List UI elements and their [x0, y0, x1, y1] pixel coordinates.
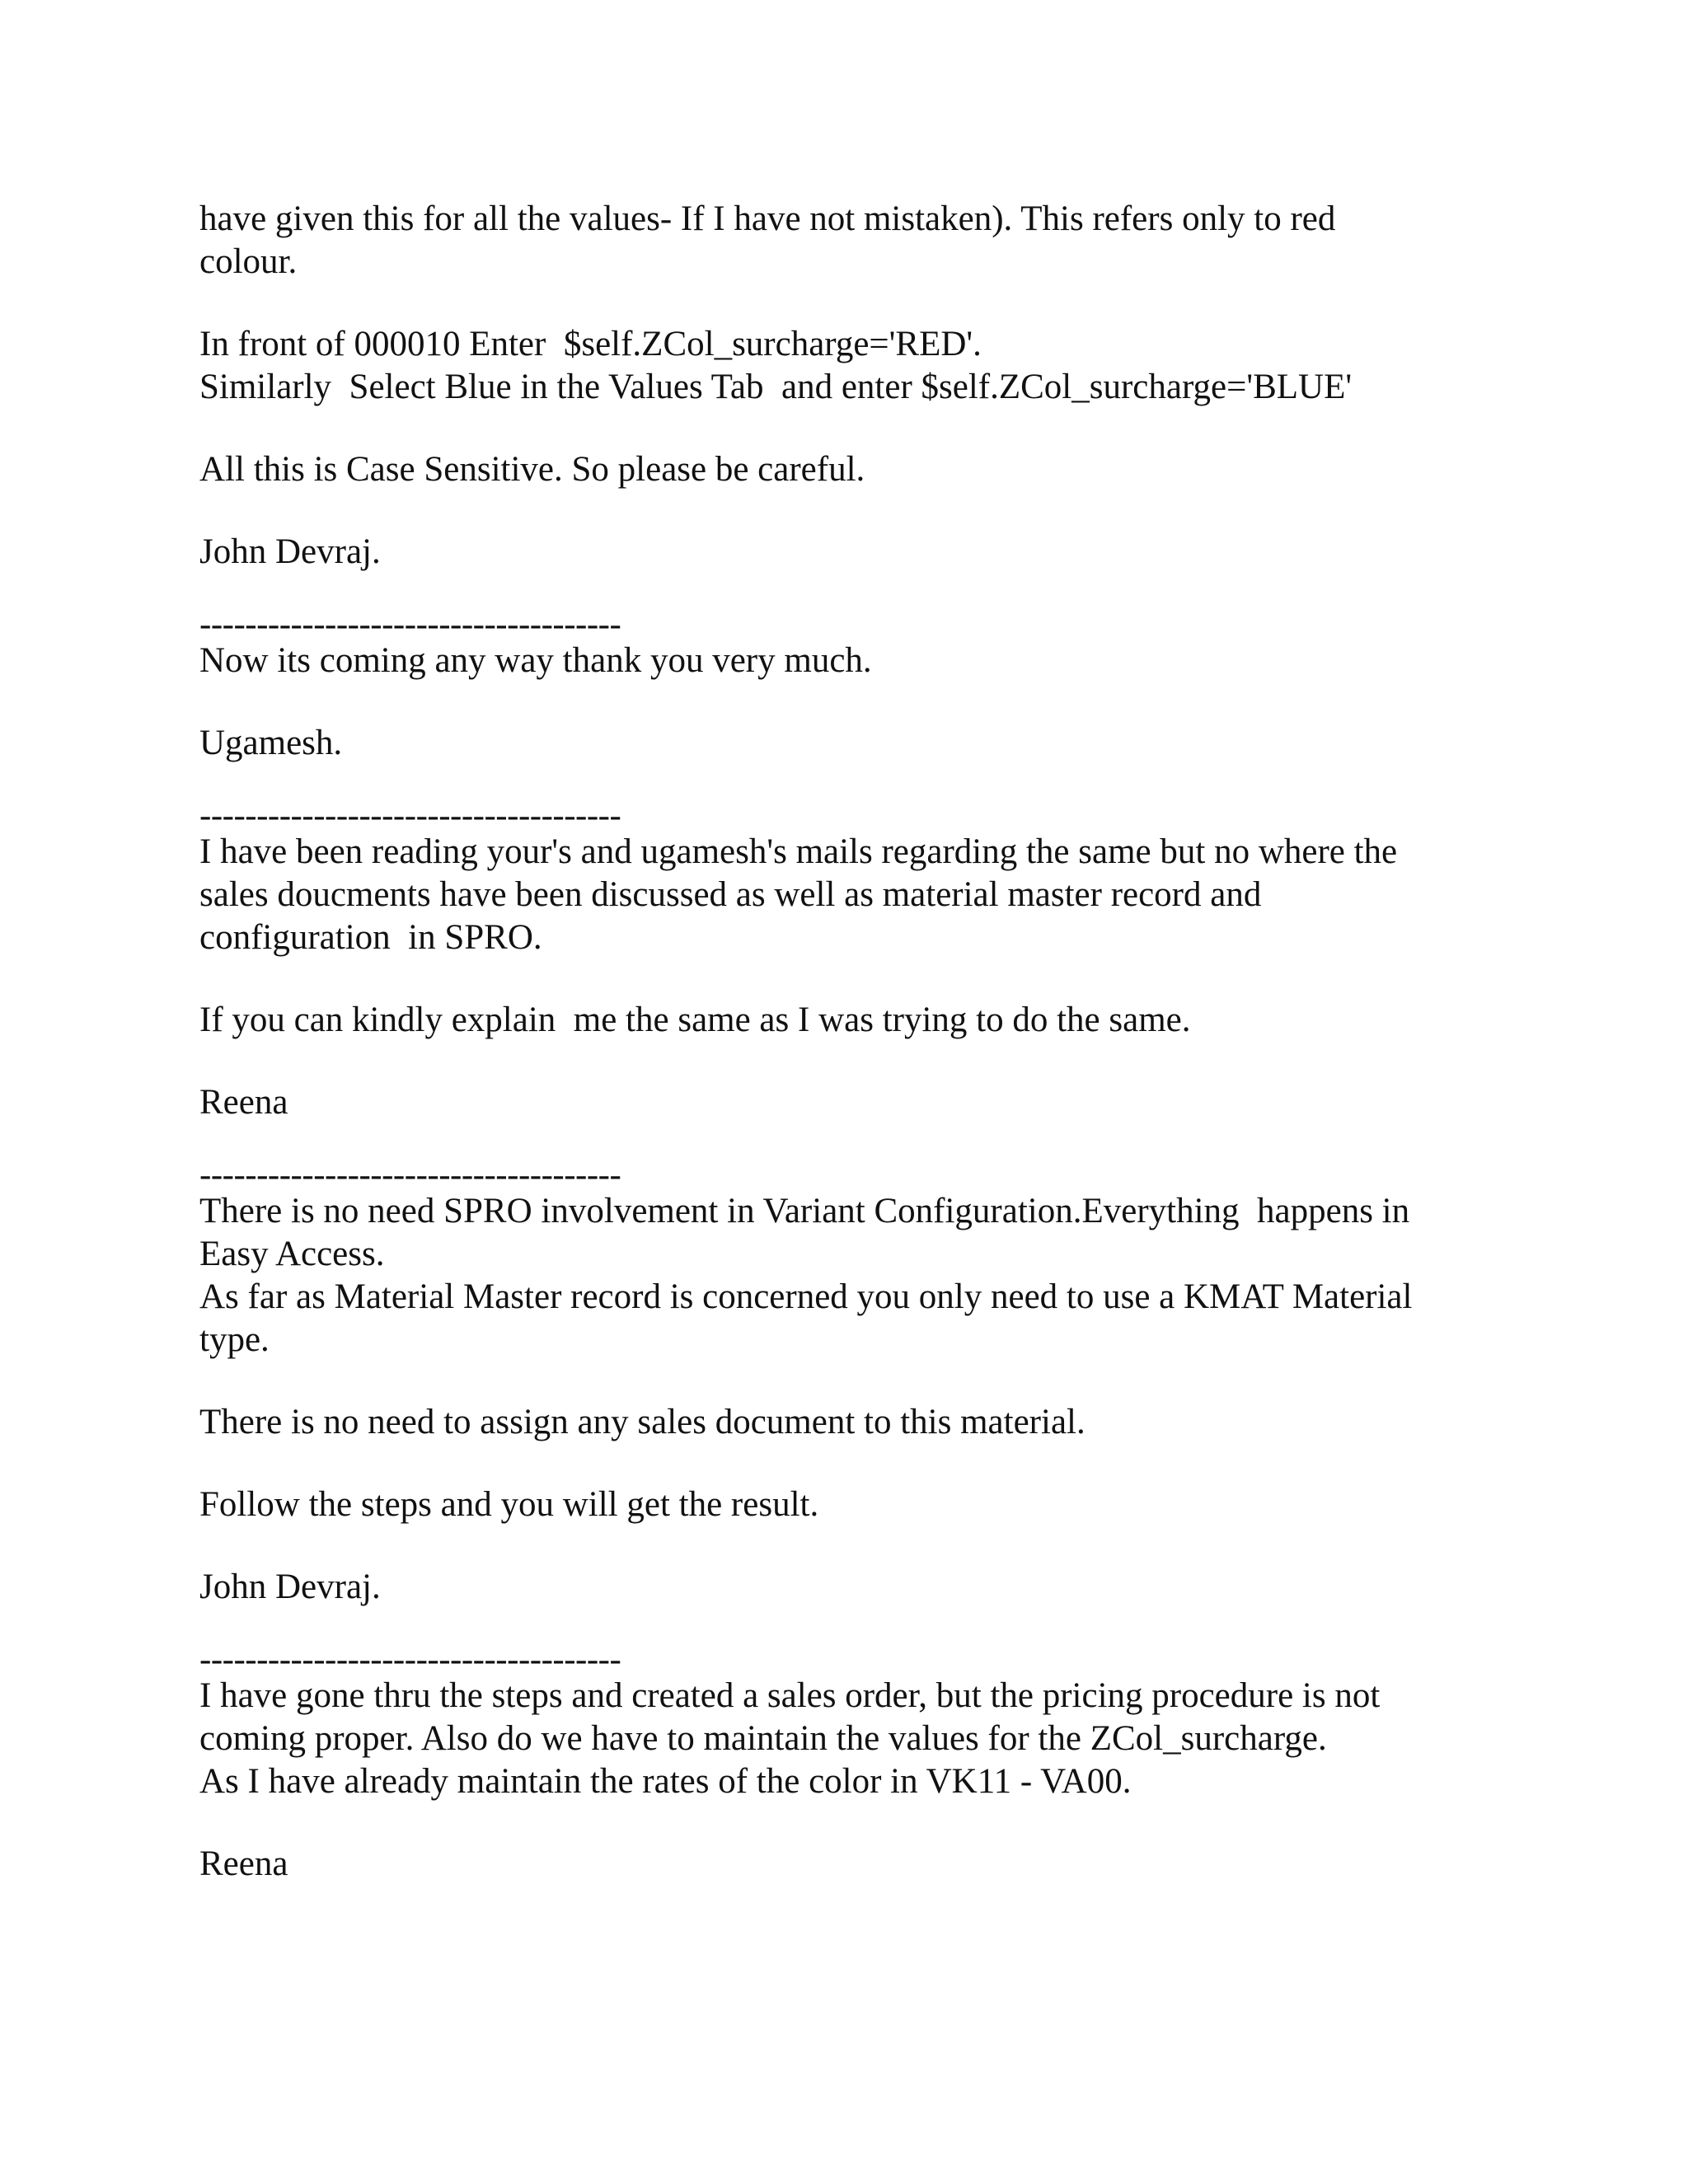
signature: [199, 531, 1535, 574]
separator-line: -------------------------------------: [199, 1640, 621, 1679]
text-line: coming proper. Also do we have to maintain the values for the ZCol_surcharge.: [199, 1719, 1327, 1758]
message-block: [199, 1640, 1535, 1803]
text-line: Similarly Select Blue in the Values Tab and enter $self.ZCol_surcharge='BLUE': [199, 368, 1353, 406]
separator-line: -------------------------------------: [199, 605, 621, 644]
signature: [199, 722, 1535, 765]
text-line: If you can kindly explain me the same as I was trying to do the same.: [199, 1001, 1191, 1039]
text-line: John Devraj.: [199, 532, 381, 571]
text-line: I have gone thru the steps and created a sales order, but the pricing procedure is not: [199, 1676, 1381, 1715]
separator-line: -------------------------------------: [199, 1155, 621, 1194]
signature: [199, 1081, 1535, 1124]
text-line: type.: [199, 1320, 270, 1359]
text-line: Easy Access.: [199, 1235, 385, 1273]
text-line: There is no need SPRO involvement in Variant Configuration.Everything happens in: [199, 1192, 1410, 1230]
paragraph: [199, 198, 1535, 284]
text-line: John Devraj.: [199, 1568, 381, 1606]
paragraph: [199, 1483, 1535, 1526]
paragraph: [199, 1401, 1535, 1444]
text-line: As far as Material Master record is concerned you only need to use a KMAT Material: [199, 1277, 1413, 1316]
paragraph: [199, 999, 1535, 1042]
message-block: [199, 1155, 1535, 1361]
text-line: Reena: [199, 1083, 288, 1122]
text-line: Now its coming any way thank you very much.: [199, 641, 872, 680]
text-line: configuration in SPRO.: [199, 918, 542, 957]
text-line: have given this for all the values- If I have not mistaken). This refers only to red: [199, 199, 1336, 238]
separator-line: -------------------------------------: [199, 796, 621, 835]
paragraph: [199, 323, 1535, 409]
text-line: As I have already maintain the rates of the color in VK11 - VA00.: [199, 1762, 1132, 1801]
message-block: [199, 796, 1535, 959]
text-line: There is no need to assign any sales document to this material.: [199, 1403, 1085, 1441]
text-line: Ugamesh.: [199, 724, 343, 762]
message-block: [199, 605, 1535, 682]
text-line: All this is Case Sensitive. So please be careful.: [199, 450, 865, 489]
text-line: Reena: [199, 1844, 288, 1883]
paragraph: [199, 448, 1535, 491]
text-line: sales doucments have been discussed as well as material master record and: [199, 875, 1262, 914]
signature: [199, 1843, 1535, 1886]
text-line: colour.: [199, 242, 298, 281]
text-line: In front of 000010 Enter $self.ZCol_surcharge='RED'.: [199, 325, 982, 363]
document-page: [199, 198, 1535, 1886]
text-line: Follow the steps and you will get the result.: [199, 1485, 819, 1524]
text-line: I have been reading your's and ugamesh's mails regarding the same but no where the: [199, 832, 1398, 871]
signature: [199, 1566, 1535, 1609]
